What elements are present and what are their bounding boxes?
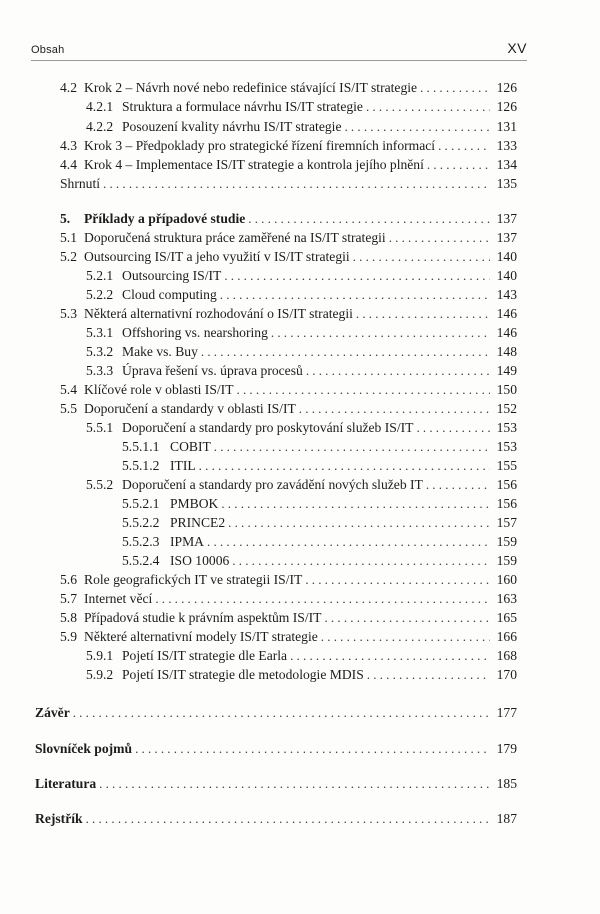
- toc-entry-page: 153: [496, 420, 517, 435]
- toc-entry[interactable]: [60, 305, 517, 323]
- toc-entry[interactable]: [122, 457, 517, 475]
- dot-leader: [427, 156, 490, 174]
- toc-entry-number: 4.2: [60, 80, 77, 95]
- toc-entry-title: Role geografických IT ve strategii IS/IT: [84, 572, 303, 587]
- dot-leader: [356, 305, 490, 323]
- toc-entry-number: 5.8: [60, 610, 77, 625]
- toc-entry-page: 137: [496, 230, 517, 245]
- toc-entry-page: 152: [496, 401, 517, 416]
- running-header: [31, 40, 527, 61]
- toc-backmatter-entry[interactable]: [35, 775, 517, 793]
- toc-entry-title: Slovníček pojmů: [35, 741, 133, 756]
- dot-leader: [416, 419, 490, 437]
- toc-entry-number: 5.2.1: [86, 268, 114, 283]
- toc-entry-title: PMBOK: [170, 496, 219, 511]
- toc-entry-title: Cloud computing: [122, 287, 217, 302]
- dot-leader: [199, 457, 490, 475]
- dot-leader: [367, 666, 490, 684]
- toc-entry-page: 185: [496, 776, 517, 791]
- toc-entry-number: 5.3.1: [86, 325, 114, 340]
- dot-leader: [290, 647, 490, 665]
- toc-entry-number: 5.5.1.2: [122, 458, 160, 473]
- toc-entry-title: Rejstřík: [35, 811, 83, 826]
- toc-entry-page: 166: [496, 629, 517, 644]
- toc-entry-page: 146: [496, 325, 517, 340]
- toc-entry-title: Doporučená struktura práce zaměřené na IS/IT strategii: [84, 230, 386, 245]
- toc-entry-title: Závěr: [35, 705, 70, 720]
- dot-leader: [73, 704, 490, 722]
- toc-entry-title: Doporučení a standardy v oblasti IS/IT: [84, 401, 296, 416]
- toc-backmatter-entry[interactable]: [35, 740, 517, 758]
- toc-entry[interactable]: [86, 419, 517, 437]
- toc-entry[interactable]: [60, 175, 517, 193]
- dot-leader: [420, 79, 490, 97]
- toc-entry[interactable]: [122, 514, 517, 532]
- toc-entry-number: 5.5.2: [86, 477, 114, 492]
- toc-entry[interactable]: [60, 137, 517, 155]
- toc-entry-number: 5.: [60, 211, 71, 226]
- dot-leader: [135, 740, 490, 758]
- toc-entry[interactable]: [86, 666, 517, 684]
- dot-leader: [248, 210, 490, 228]
- toc-entry-page: 150: [496, 382, 517, 397]
- toc-entry-page: 149: [496, 363, 517, 378]
- toc-entry-page: 156: [496, 496, 517, 511]
- dot-leader: [214, 438, 490, 456]
- dot-leader: [306, 362, 490, 380]
- toc-entry[interactable]: [86, 476, 517, 494]
- toc-entry-number: 5.5.2.4: [122, 553, 160, 568]
- toc-entry-page: 137: [496, 211, 517, 226]
- toc-entry-title: Doporučení a standardy pro poskytování služeb IS/IT: [122, 420, 414, 435]
- toc-entry-title: Offshoring vs. nearshoring: [122, 325, 268, 340]
- toc-entry[interactable]: [60, 79, 517, 97]
- toc-entry[interactable]: [86, 324, 517, 342]
- toc-entry-page: 148: [496, 344, 517, 359]
- toc-entry-title: Pojetí IS/IT strategie dle Earla: [122, 648, 288, 663]
- dot-leader: [366, 98, 490, 116]
- dot-leader: [305, 571, 490, 589]
- toc-entry-title: ISO 10006: [170, 553, 230, 568]
- toc-entry-number: 5.4: [60, 382, 77, 397]
- toc-entry-page: 153: [496, 439, 517, 454]
- toc-entry[interactable]: [86, 362, 517, 380]
- toc-entry-number: 4.4: [60, 157, 77, 172]
- toc-backmatter-entry[interactable]: [35, 704, 517, 722]
- toc-entry[interactable]: [86, 118, 517, 136]
- dot-leader: [426, 476, 490, 494]
- toc-entry-page: 134: [496, 157, 517, 172]
- dot-leader: [155, 590, 490, 608]
- toc-entry-title: IPMA: [170, 534, 204, 549]
- dot-leader: [321, 628, 490, 646]
- toc-entry-title: Make vs. Buy: [122, 344, 198, 359]
- toc-entry-page: 133: [496, 138, 517, 153]
- toc-entry-page: 143: [496, 287, 517, 302]
- toc-entry-number: 5.9.1: [86, 648, 114, 663]
- toc-entry-number: 4.2.1: [86, 99, 114, 114]
- toc-entry-title: PRINCE2: [170, 515, 226, 530]
- dot-leader: [438, 137, 490, 155]
- toc-entry-number: 5.9: [60, 629, 77, 644]
- toc-entry-number: 5.7: [60, 591, 77, 606]
- dot-leader: [271, 324, 490, 342]
- dot-leader: [353, 248, 490, 266]
- toc-entry-number: 5.2.2: [86, 287, 114, 302]
- toc-entry-title: Shrnutí: [60, 176, 101, 191]
- toc-entry-page: 179: [496, 741, 517, 756]
- toc-entry-page: 131: [496, 119, 517, 134]
- toc-entry[interactable]: [60, 229, 517, 247]
- toc-entry-number: 5.5.1: [86, 420, 114, 435]
- dot-leader: [207, 533, 490, 551]
- toc-entry-page: 168: [496, 648, 517, 663]
- toc-entry-page: 165: [496, 610, 517, 625]
- dot-leader: [221, 495, 490, 513]
- toc-entry[interactable]: [60, 381, 517, 399]
- toc-entry[interactable]: [60, 248, 517, 266]
- toc-entry-page: 140: [496, 268, 517, 283]
- dot-leader: [99, 775, 490, 793]
- dot-leader: [201, 343, 490, 361]
- toc-entry[interactable]: [60, 590, 517, 608]
- dot-leader: [103, 175, 490, 193]
- dot-leader: [224, 267, 490, 285]
- toc-backmatter-entry[interactable]: [35, 810, 517, 828]
- toc-entry-number: 5.5.2.2: [122, 515, 160, 530]
- toc-entry-number: 4.3: [60, 138, 77, 153]
- toc-entry-page: 140: [496, 249, 517, 264]
- toc-entry[interactable]: [122, 533, 517, 551]
- toc-entry-title: Struktura a formulace návrhu IS/IT strategie: [122, 99, 363, 114]
- dot-leader: [228, 514, 490, 532]
- toc-entry-page: 126: [496, 99, 517, 114]
- toc-entry-title: COBIT: [170, 439, 211, 454]
- toc-entry-number: 5.1: [60, 230, 77, 245]
- toc-entry-page: 156: [496, 477, 517, 492]
- toc-entry-number: 4.2.2: [86, 119, 114, 134]
- toc-entry-title: ITIL: [170, 458, 196, 473]
- header-page-number: XV: [507, 40, 527, 56]
- toc-entry-page: 159: [496, 534, 517, 549]
- toc-entry[interactable]: [60, 628, 517, 646]
- dot-leader: [220, 286, 490, 304]
- toc-entry-title: Příklady a případové studie: [84, 211, 246, 226]
- toc-entry[interactable]: [122, 438, 517, 456]
- toc-entry-title: Klíčové role v oblasti IS/IT: [84, 382, 234, 397]
- dot-leader: [324, 609, 490, 627]
- toc-entry-page: 155: [496, 458, 517, 473]
- toc-entry-page: 159: [496, 553, 517, 568]
- toc-entry-title: Některá alternativní rozhodování o IS/IT strategii: [84, 306, 353, 321]
- toc-entry-number: 5.5.2.1: [122, 496, 160, 511]
- toc-entry[interactable]: [60, 609, 517, 627]
- toc-entry-page: 187: [496, 811, 517, 826]
- toc-entry-title: Některé alternativní modely IS/IT strategie: [84, 629, 318, 644]
- toc-entry-number: 5.5.2.3: [122, 534, 160, 549]
- toc-entry[interactable]: [86, 286, 517, 304]
- toc-entry-number: 5.3.3: [86, 363, 114, 378]
- toc-entry-number: 5.2: [60, 249, 77, 264]
- toc-chapter-entry[interactable]: [60, 210, 517, 228]
- toc-entry-page: 170: [496, 667, 517, 682]
- toc-entry-title: Outsourcing IS/IT: [122, 268, 222, 283]
- toc-entry-page: 177: [496, 705, 517, 720]
- toc-entry-page: 135: [496, 176, 517, 191]
- toc-entry-number: 5.3: [60, 306, 77, 321]
- toc-entry[interactable]: [86, 343, 517, 361]
- toc-entry-page: 157: [496, 515, 517, 530]
- toc-entry-number: 5.9.2: [86, 667, 114, 682]
- toc-entry-number: 5.5: [60, 401, 77, 416]
- toc-entry[interactable]: [60, 571, 517, 589]
- dot-leader: [232, 552, 490, 570]
- toc-entry[interactable]: [86, 267, 517, 285]
- dot-leader: [299, 400, 490, 418]
- dot-leader: [389, 229, 490, 247]
- toc-entry-title: Literatura: [35, 776, 97, 791]
- toc-entry-page: 146: [496, 306, 517, 321]
- toc-entry-title: Krok 3 – Předpoklady pro strategické řízení firemních informací: [84, 138, 436, 153]
- toc-entry-title: Internet věcí: [84, 591, 153, 606]
- toc-entry-number: 5.5.1.1: [122, 439, 160, 454]
- toc-entry-title: Pojetí IS/IT strategie dle metodologie MDIS: [122, 667, 364, 682]
- dot-leader: [237, 381, 491, 399]
- toc-entry-page: 160: [496, 572, 517, 587]
- toc-entry-number: 5.6: [60, 572, 77, 587]
- toc-entry-title: Posouzení kvality návrhu IS/IT strategie: [122, 119, 342, 134]
- toc-entry[interactable]: [122, 552, 517, 570]
- dot-leader: [344, 118, 490, 136]
- toc-entry-title: Úprava řešení vs. úprava procesů: [122, 363, 303, 378]
- toc-entry-page: 163: [496, 591, 517, 606]
- toc-entry[interactable]: [60, 400, 517, 418]
- toc-entry-title: Krok 2 – Návrh nové nebo redefinice stávající IS/IT strategie: [84, 80, 418, 95]
- toc-entry[interactable]: [122, 495, 517, 513]
- toc-entry[interactable]: [60, 156, 517, 174]
- toc-entry[interactable]: [86, 98, 517, 116]
- toc-entry[interactable]: [86, 647, 517, 665]
- toc-entry-title: Případová studie k právním aspektům IS/IT: [84, 610, 322, 625]
- toc-entry-title: Outsourcing IS/IT a jeho využití v IS/IT strategii: [84, 249, 350, 264]
- toc-entry-number: 5.3.2: [86, 344, 114, 359]
- toc-entry-title: Krok 4 – Implementace IS/IT strategie a kontrola jejího plnění: [84, 157, 424, 172]
- header-section-name: Obsah: [31, 44, 65, 56]
- dot-leader: [86, 810, 490, 828]
- toc-entry-page: 126: [496, 80, 517, 95]
- toc-entry-title: Doporučení a standardy pro zavádění nových služeb IT: [122, 477, 423, 492]
